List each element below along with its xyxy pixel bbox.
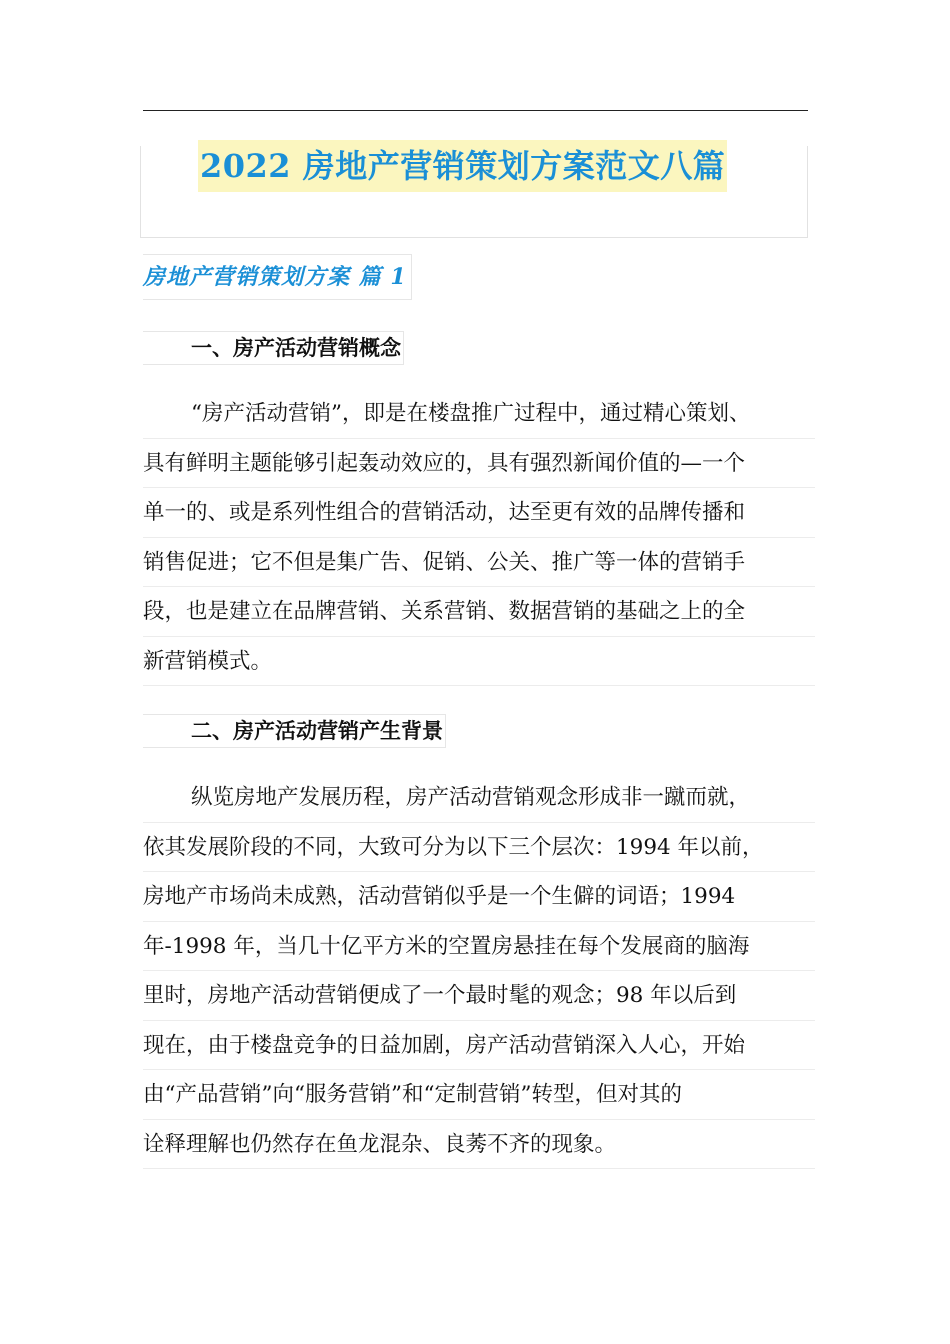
subheading-concept: 一、房产活动营销概念 [143, 331, 404, 365]
paragraph-line: 诠释理解也仍然存在鱼龙混杂、良莠不齐的现象。 [143, 1120, 815, 1170]
paragraph-line: 纵览房地产发展历程，房产活动营销观念形成非一蹴而就， [143, 773, 815, 823]
paragraph-line: 由“产品营销”向“服务营销”和“定制营销”转型，但对其的 [143, 1070, 815, 1120]
section-heading: 房地产营销策划方案 篇 1 [143, 254, 412, 300]
paragraph-line: 现在，由于楼盘竞争的日益加剧，房产活动营销深入人心，开始 [143, 1021, 815, 1071]
paragraph-concept [143, 389, 815, 686]
subheading-background: 二、房产活动营销产生背景 [143, 714, 446, 748]
paragraph-line: 销售促进；它不但是集广告、促销、公关、推广等一体的营销手 [143, 538, 815, 588]
document-title: 2022 房地产营销策划方案范文八篇 [198, 140, 727, 192]
paragraph-line: 新营销模式。 [143, 637, 815, 687]
paragraph-background [143, 773, 815, 1169]
paragraph-line: 房地产市场尚未成熟，活动营销似乎是一个生僻的词语；1994 [143, 872, 815, 922]
header-rule [143, 110, 808, 111]
paragraph-line: 具有鲜明主题能够引起轰动效应的，具有强烈新闻价值的—一个 [143, 439, 815, 489]
paragraph-line: 依其发展阶段的不同，大致可分为以下三个层次：1994 年以前， [143, 823, 815, 873]
paragraph-line: 里时，房地产活动营销便成了一个最时髦的观念；98 年以后到 [143, 971, 815, 1021]
paragraph-line: 年-1998 年，当几十亿平方米的空置房悬挂在每个发展商的脑海 [143, 922, 815, 972]
paragraph-line: 单一的、或是系列性组合的营销活动，达至更有效的品牌传播和 [143, 488, 815, 538]
paragraph-line: “房产活动营销”，即是在楼盘推广过程中，通过精心策划、 [143, 389, 815, 439]
paragraph-line: 段，也是建立在品牌营销、关系营销、数据营销的基础之上的全 [143, 587, 815, 637]
